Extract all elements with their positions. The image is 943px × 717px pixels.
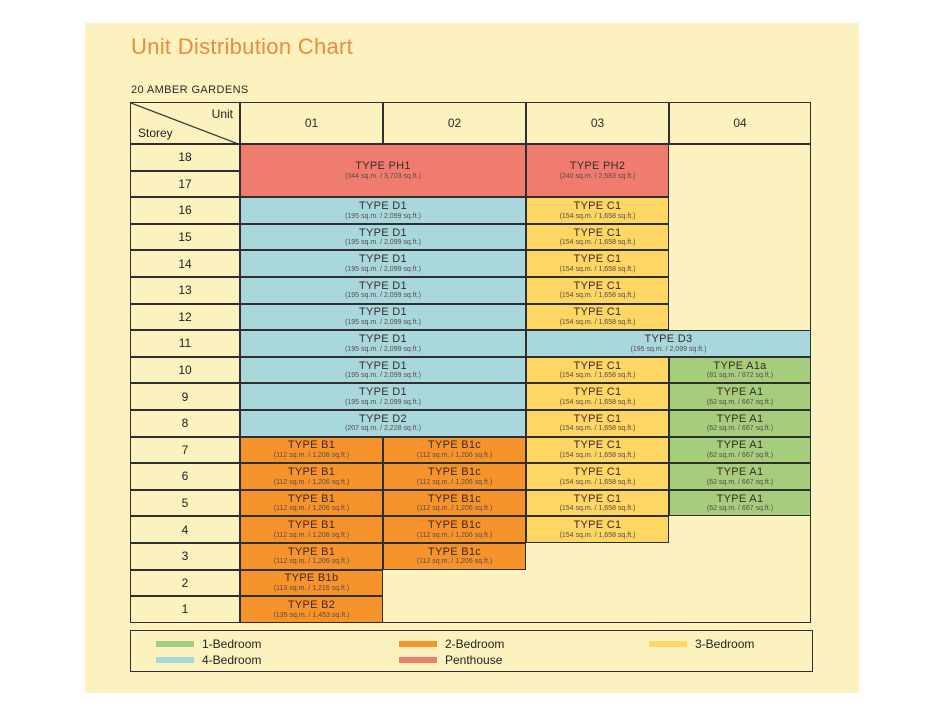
unit-type: TYPE B2 [287,599,336,612]
unit-cell-type-c1-storey-13 [526,277,669,304]
unit-cell-type-a1-storey-8 [669,410,811,437]
unit-type: TYPE C1 [573,200,622,213]
storey-label-16: 16 [130,197,240,224]
unit-type: TYPE B1b [284,572,339,585]
unit-type: TYPE C1 [573,226,622,239]
unit-type: TYPE B1 [287,545,336,558]
unit-type: TYPE B1 [287,492,336,505]
unit-type: TYPE PH1 [355,160,411,173]
storey-label-9: 9 [130,383,240,410]
unit-type: TYPE B1 [287,519,336,532]
unit-type: TYPE PH2 [569,160,626,173]
column-header-02: 02 [383,102,526,144]
column-header-03: 03 [526,102,669,144]
legend-swatch [399,641,437,647]
unit-cell-type-d1-storey-11 [240,330,526,357]
unit-area: (195 sq.m. / 2,099 sq.ft.) [345,212,421,220]
unit-type: TYPE D1 [359,386,407,399]
unit-area: (154 sq.m. / 1,658 sq.ft.) [559,265,636,273]
unit-cell-type-a1-storey-6 [669,463,811,490]
unit-type: TYPE D3 [644,333,693,346]
unit-type: TYPE A1 [716,386,764,399]
legend-swatch [156,657,194,663]
unit-cell-type-c1-storey-5 [526,490,669,517]
unit-cell-type-b1c-storey-3 [383,543,526,570]
unit-area: (112 sq.m. / 1,206 sq.ft.) [273,558,350,566]
page-title: Unit Distribution Chart [131,34,354,59]
unit-area: (195 sq.m. / 2,099 sq.ft.) [345,239,421,247]
unit-area: (195 sq.m. / 2,099 sq.ft.) [345,398,421,406]
unit-area: (154 sq.m. / 1,658 sq.ft.) [559,531,636,539]
unit-type: TYPE B1c [427,439,482,452]
unit-type: TYPE B1 [287,466,336,479]
unit-area: (112 sq.m. / 1,206 sq.ft.) [416,451,493,459]
storey-label-14: 14 [130,250,240,277]
unit-type: TYPE A1 [716,439,764,452]
unit-type: TYPE C1 [573,412,622,425]
unit-type: TYPE C1 [573,359,622,372]
legend-label: 3-Bedroom [695,637,755,651]
unit-area: (112 sq.m. / 1,206 sq.ft.) [273,451,350,459]
column-header-01: 01 [240,102,383,144]
unit-area: (195 sq.m. / 2,099 sq.ft.) [345,292,421,300]
unit-area: (154 sq.m. / 1,658 sq.ft.) [559,425,636,433]
unit-area: (154 sq.m. / 1,658 sq.ft.) [559,398,636,406]
storey-label-12: 12 [130,304,240,331]
unit-area: (62 sq.m. / 667 sq.ft.) [706,425,774,433]
unit-cell-type-b1-storey-3 [240,543,383,570]
unit-type: TYPE D2 [359,412,407,425]
unit-cell-type-ph2-storey-18-17 [526,144,669,197]
header-corner [130,102,240,144]
column-header-04: 04 [669,102,811,144]
legend-swatch [156,641,194,647]
unit-cell-type-d1-storey-15 [240,224,526,251]
unit-cell-type-d3-storey-11 [526,330,811,357]
unit-area: (154 sq.m. / 1,658 sq.ft.) [559,451,636,459]
unit-cell-type-c1-storey-10 [526,357,669,384]
unit-cell-type-c1-storey-6 [526,463,669,490]
unit-type: TYPE A1a [713,359,767,372]
unit-cell-type-b1c-storey-6 [383,463,526,490]
legend-label: Penthouse [445,653,503,667]
unit-area: (112 sq.m. / 1,206 sq.ft.) [416,505,493,513]
unit-type: TYPE D1 [359,333,407,346]
unit-type: TYPE C1 [573,519,622,532]
unit-cell-type-c1-storey-14 [526,250,669,277]
unit-type: TYPE A1 [716,412,764,425]
unit-area: (154 sq.m. / 1,658 sq.ft.) [559,505,636,513]
unit-area: (112 sq.m. / 1,206 sq.ft.) [273,478,350,486]
storey-header-label: Storey [138,126,173,140]
unit-area: (195 sq.m. / 2,099 sq.ft.) [630,345,707,353]
unit-type: TYPE B1c [427,492,482,505]
unit-area: (113 sq.m. / 1,216 sq.ft.) [273,584,350,592]
unit-type: TYPE A1 [716,466,764,479]
unit-cell-type-c1-storey-4 [526,516,669,543]
unit-area: (154 sq.m. / 1,658 sq.ft.) [559,212,636,220]
legend-label: 1-Bedroom [202,637,262,651]
unit-cell-type-d1-storey-13 [240,277,526,304]
unit-type: TYPE B1c [427,545,482,558]
unit-distribution-table [130,102,811,623]
unit-type: TYPE D1 [359,200,407,213]
legend-item-2bed [399,637,504,651]
unit-area: (154 sq.m. / 1,658 sq.ft.) [559,478,636,486]
unit-area: (154 sq.m. / 1,658 sq.ft.) [559,292,636,300]
unit-area: (62 sq.m. / 667 sq.ft.) [706,398,774,406]
storey-label-15: 15 [130,224,240,251]
storey-label-5: 5 [130,490,240,517]
legend-item-3bed [649,637,754,651]
unit-cell-type-b1c-storey-5 [383,490,526,517]
legend-swatch [649,641,687,647]
unit-header-label: Unit [211,107,233,121]
unit-cell-type-b1c-storey-4 [383,516,526,543]
unit-cell-type-c1-storey-9 [526,383,669,410]
unit-type: TYPE C1 [573,386,622,399]
storey-label-4: 4 [130,516,240,543]
unit-cell-type-b1-storey-7 [240,437,383,464]
legend-item-penthouse [399,653,502,667]
unit-area: (240 sq.m. / 2,583 sq.ft.) [559,172,636,180]
unit-type: TYPE B1c [427,519,482,532]
legend-label: 2-Bedroom [445,637,505,651]
unit-area: (112 sq.m. / 1,206 sq.ft.) [273,531,350,539]
storey-label-7: 7 [130,437,240,464]
unit-cell-type-a1-storey-9 [669,383,811,410]
unit-type: TYPE C1 [573,306,622,319]
unit-cell-type-d1-storey-12 [240,304,526,331]
legend-label: 4-Bedroom [202,653,262,667]
storey-label-3: 3 [130,543,240,570]
unit-area: (154 sq.m. / 1,658 sq.ft.) [559,372,636,380]
unit-area: (195 sq.m. / 2,099 sq.ft.) [345,345,421,353]
unit-area: (112 sq.m. / 1,206 sq.ft.) [416,558,493,566]
unit-cell-type-b1-storey-5 [240,490,383,517]
unit-type: TYPE D1 [359,306,407,319]
unit-cell-type-d1-storey-14 [240,250,526,277]
unit-area: (195 sq.m. / 2,099 sq.ft.) [345,265,421,273]
unit-type: TYPE D1 [359,226,407,239]
unit-type: TYPE A1 [716,492,764,505]
unit-type: TYPE C1 [573,439,622,452]
unit-type: TYPE C1 [573,279,622,292]
unit-cell-type-b1-storey-6 [240,463,383,490]
unit-cell-type-a1-storey-5 [669,490,811,517]
unit-type: TYPE B1c [427,466,482,479]
unit-cell-type-a1-storey-7 [669,437,811,464]
unit-cell-type-d2-storey-8 [240,410,526,437]
unit-type: TYPE B1 [287,439,336,452]
unit-area: (207 sq.m. / 2,228 sq.ft.) [345,425,421,433]
unit-area: (62 sq.m. / 667 sq.ft.) [706,505,774,513]
storey-label-2: 2 [130,570,240,597]
unit-cell-type-d1-storey-9 [240,383,526,410]
unit-area: (135 sq.m. / 1,453 sq.ft.) [273,611,350,619]
unit-type: TYPE D1 [359,253,407,266]
storey-label-13: 13 [130,277,240,304]
unit-area: (112 sq.m. / 1,206 sq.ft.) [273,505,350,513]
storey-label-18: 18 [130,144,240,171]
unit-type: TYPE D1 [359,279,407,292]
unit-cell-type-d1-storey-10 [240,357,526,384]
unit-cell-type-b1c-storey-7 [383,437,526,464]
storey-label-1: 1 [130,596,240,623]
unit-type: TYPE C1 [573,492,622,505]
unit-area: (195 sq.m. / 2,099 sq.ft.) [345,318,421,326]
legend-item-1bed [156,637,261,651]
unit-area: (62 sq.m. / 667 sq.ft.) [706,451,774,459]
unit-area: (195 sq.m. / 2,099 sq.ft.) [345,372,421,380]
unit-cell-type-ph1-storey-18-17 [240,144,526,197]
unit-cell-type-d1-storey-16 [240,197,526,224]
unit-cell-type-b1b-storey-2 [240,570,383,597]
legend-swatch [399,657,437,663]
storey-label-17: 17 [130,171,240,198]
unit-area: (112 sq.m. / 1,206 sq.ft.) [416,478,493,486]
unit-cell-type-b1-storey-4 [240,516,383,543]
unit-type: TYPE C1 [573,466,622,479]
unit-area: (154 sq.m. / 1,658 sq.ft.) [559,239,636,247]
storey-label-6: 6 [130,463,240,490]
unit-cell-type-a1a-storey-10 [669,357,811,384]
unit-cell-type-c1-storey-15 [526,224,669,251]
unit-cell-type-c1-storey-8 [526,410,669,437]
legend-item-4bed [156,653,261,667]
unit-area: (112 sq.m. / 1,206 sq.ft.) [416,531,493,539]
unit-cell-type-b2-storey-1 [240,596,383,623]
unit-type: TYPE D1 [359,359,407,372]
unit-cell-type-c1-storey-12 [526,304,669,331]
unit-cell-type-c1-storey-16 [526,197,669,224]
storey-label-8: 8 [130,410,240,437]
unit-type: TYPE C1 [573,253,622,266]
unit-area: (62 sq.m. / 667 sq.ft.) [706,478,774,486]
unit-area: (154 sq.m. / 1,658 sq.ft.) [559,318,636,326]
legend [130,630,813,672]
unit-area: (344 sq.m. / 3,703 sq.ft.) [345,172,421,180]
unit-cell-type-c1-storey-7 [526,437,669,464]
storey-label-10: 10 [130,357,240,384]
storey-label-11: 11 [130,330,240,357]
unit-area: (81 sq.m. / 872 sq.ft.) [706,372,774,380]
project-name: 20 AMBER GARDENS [131,84,249,96]
